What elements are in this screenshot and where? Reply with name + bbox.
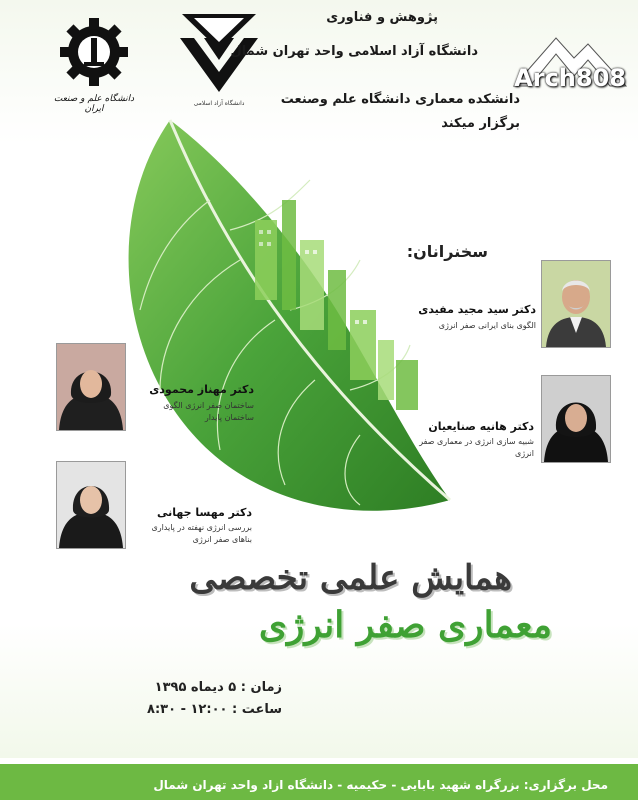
person-avatar-icon [57,462,125,548]
speaker-2-topic: ساختمان صفر انرژی الگوی ساختمان پایدار [163,401,254,422]
header-line-2: دانشگاه آزاد اسلامی واحد تهران شمال [230,44,478,59]
speaker-1-name: دکتر سید مجید مفیدی [418,303,536,316]
speaker-2-photo [56,343,126,431]
speaker-4-topic: بررسی انرژی نهفته در پایداری بناهای صفر انرژی [151,523,252,544]
footer-bar [0,758,638,800]
azad-logo-caption: دانشگاه آزاد اسلامی [193,100,245,107]
event-title: همایش علمی تخصصی [189,558,512,598]
speaker-4-photo [56,461,126,549]
watermark-text: Arch808 [514,64,626,92]
header-line-1: پژوهش و فناوری [326,10,438,25]
header-line-4: برگزار میکند [441,116,520,131]
speaker-4-name: دکتر مهسا جهانی [156,506,252,519]
speaker-3-photo [541,375,611,463]
iust-logo [52,10,136,114]
speaker-3-name: دکتر هانیه صنایعیان [428,420,534,433]
speaker-3-topic: شبیه سازی انرژی در معماری صفر انرژی [419,437,534,458]
person-avatar-icon [542,376,610,462]
person-avatar-icon [57,344,125,430]
gear-emblem-icon [52,10,136,90]
speaker-1-photo [541,260,611,348]
event-subtitle: معماری صفر انرژی [258,604,552,646]
speakers-title: سخنرانان: [406,242,488,261]
speaker-1-topic: الگوی بنای ایرانی صفر انرژی [438,321,536,330]
speaker-2-name: دکتر مهناز محمودی [149,383,254,396]
iust-logo-caption: دانشگاه علم و صنعت ایران [53,94,135,114]
azad-logo [176,8,262,112]
event-time: ساعت : ۱۲:۰۰ - ۸:۳۰ [147,702,282,717]
header-line-3: دانشکده معماری دانشگاه علم وصنعت [280,92,520,107]
event-date: زمان : ۵ دیماه ۱۳۹۵ [154,680,282,695]
footer-location: محل برگزاری: بزرگراه شهید بابایی - حکیمیه - دانشگاه ازاد واحد تهران شمال [153,778,608,792]
person-avatar-icon [542,261,610,347]
